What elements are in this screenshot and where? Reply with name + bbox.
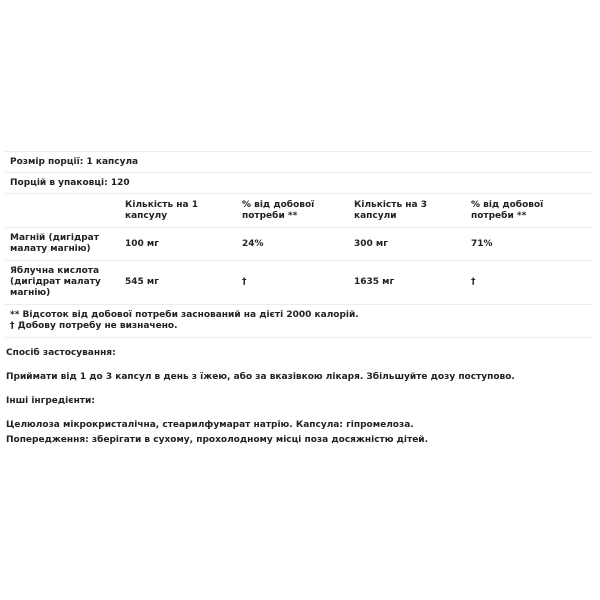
amount-per-1: 545 мг	[120, 261, 237, 305]
usage-heading: Спосіб застосування:	[6, 348, 116, 358]
serving-size-row	[5, 152, 592, 173]
footnotes-row	[5, 305, 592, 338]
servings-per-container-row	[5, 173, 592, 194]
serving-size: Розмір порції: 1 капсула	[5, 152, 592, 173]
other-ingredients-text: Целюлоза мікрокристалічна, стеарилфумарат натрію. Капсула: гіпромелоза.	[6, 420, 414, 430]
servings-per-container: Порцій в упаковці: 120	[5, 173, 592, 194]
footnote-not-established: † Добову потребу не визначено.	[10, 321, 178, 331]
usage-text: Приймати від 1 до 3 капсул в день з їжею, або за вказівкою лікаря. Збільшуйте дозу поступово.	[6, 372, 515, 382]
supplement-facts	[5, 151, 592, 338]
daily-value-1: 24%	[237, 228, 349, 261]
other-ingredients-heading: Інші інгредієнти:	[6, 396, 95, 406]
footnote-daily-value: ** Відсоток від добової потреби заснований на дієті 2000 калорій.	[10, 310, 359, 320]
column-header-dv-3: % від добової потреби **	[466, 194, 592, 228]
footnotes	[5, 305, 592, 338]
table-row	[5, 228, 592, 261]
daily-value-3: †	[466, 261, 592, 305]
amount-per-1: 100 мг	[120, 228, 237, 261]
column-header-nutrient	[5, 194, 120, 228]
column-header-amount-1: Кількість на 1 капсулу	[120, 194, 237, 228]
amount-per-3: 300 мг	[349, 228, 466, 261]
amount-per-3: 1635 мг	[349, 261, 466, 305]
daily-value-1: †	[237, 261, 349, 305]
warning-text: Попередження: зберігати в сухому, прохолодному місці поза досяжністю дітей.	[6, 435, 429, 445]
nutrient-name: Яблучна кислота (дигідрат малату магнію)	[5, 261, 120, 305]
daily-value-3: 71%	[466, 228, 592, 261]
nutrient-name: Магній (дигідрат малату магнію)	[5, 228, 120, 261]
column-header-dv-1: % від добової потреби **	[237, 194, 349, 228]
table-header-row	[5, 194, 592, 228]
column-header-amount-3: Кількість на 3 капсули	[349, 194, 466, 228]
table-row	[5, 261, 592, 305]
supplement-facts-table	[5, 151, 592, 338]
